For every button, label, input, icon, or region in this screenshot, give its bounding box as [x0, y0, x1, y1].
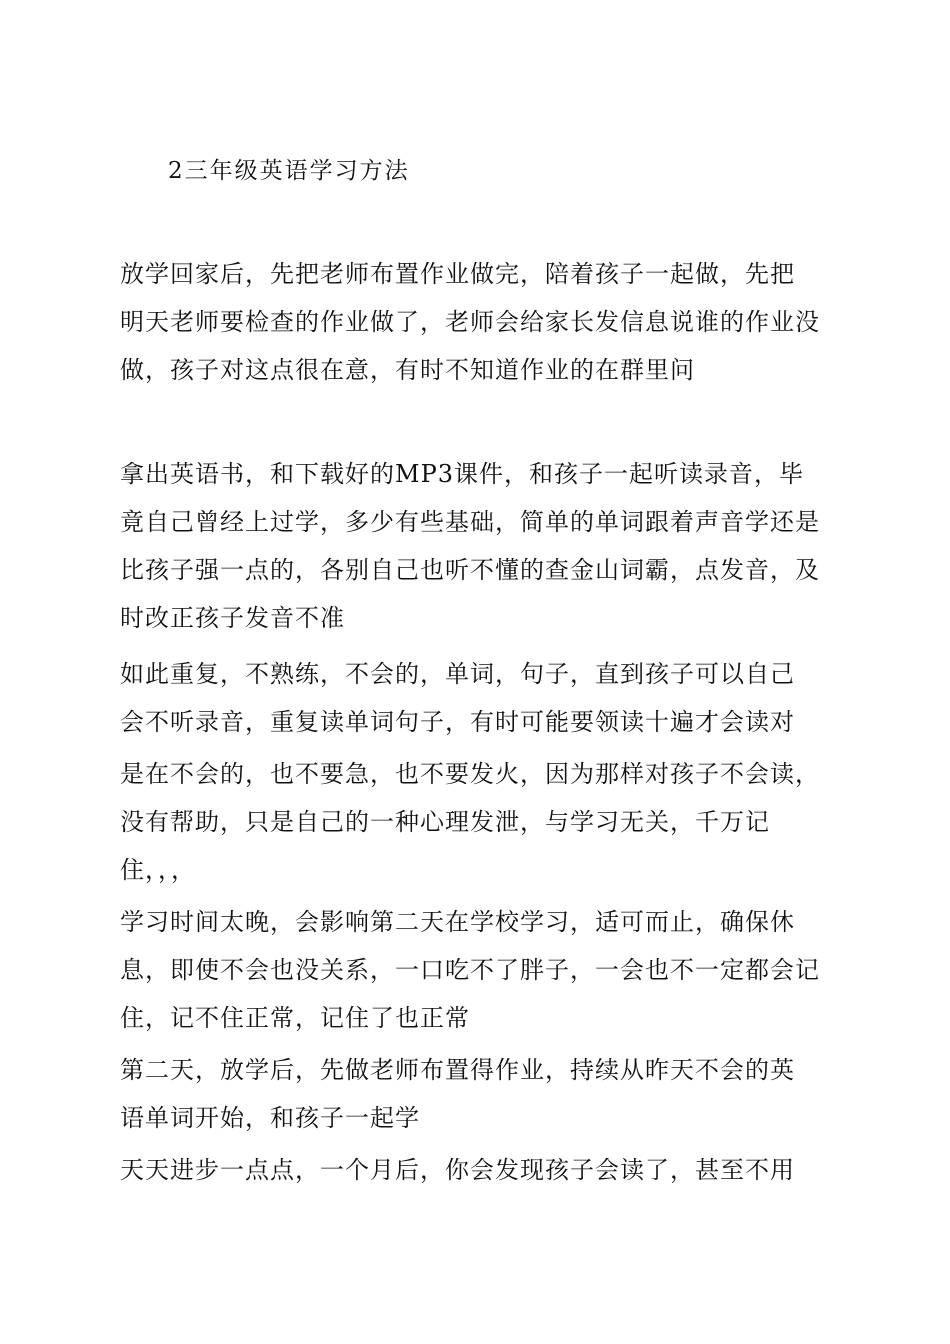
text-line: 住，，， [120, 856, 196, 884]
document-heading: 2三年级英语学习方法 [168, 158, 410, 184]
text-line: 如此重复，不熟练，不会的，单词，句子，直到孩子可以自己 [120, 660, 795, 688]
text-line: 放学回家后，先把老师布置作业做完，陪着孩子一起做，先把 [120, 260, 795, 288]
text-line: 住，记不住正常，记住了也正常 [120, 1004, 470, 1032]
text-line: 明天老师要检查的作业做了，老师会给家长发信息说谁的作业没 [120, 308, 820, 336]
text-line: 做，孩子对这点很在意，有时不知道作业的在群里问 [120, 356, 695, 384]
text-line: 第二天，放学后，先做老师布置得作业，持续从昨天不会的英 [120, 1056, 795, 1084]
text-line: 学习时间太晚，会影响第二天在学校学习，适可而止，确保休 [120, 908, 795, 936]
text-line: 比孩子强一点的，各别自己也听不懂的查金山词霸，点发音，及 [120, 556, 820, 584]
text-line: 没有帮助，只是自己的一种心理发泄，与学习无关，千万记 [120, 808, 770, 836]
text-line: 竟自己曾经上过学，多少有些基础，简单的单词跟着声音学还是 [120, 508, 820, 536]
text-line: 时改正孩子发音不准 [120, 604, 345, 632]
text-line: 会不听录音，重复读单词句子，有时可能要领读十遍才会读对 [120, 708, 795, 736]
text-line: 息，即使不会也没关系，一口吃不了胖子，一会也不一定都会记 [120, 956, 820, 984]
text-line: 是在不会的，也不要急，也不要发火，因为那样对孩子不会读， [120, 760, 820, 788]
text-line: 语单词开始，和孩子一起学 [120, 1104, 420, 1132]
text-line: 拿出英语书，和下载好的MP3课件，和孩子一起听读录音，毕 [120, 460, 804, 488]
text-line: 天天进步一点点，一个月后，你会发现孩子会读了，甚至不用 [120, 1156, 795, 1184]
